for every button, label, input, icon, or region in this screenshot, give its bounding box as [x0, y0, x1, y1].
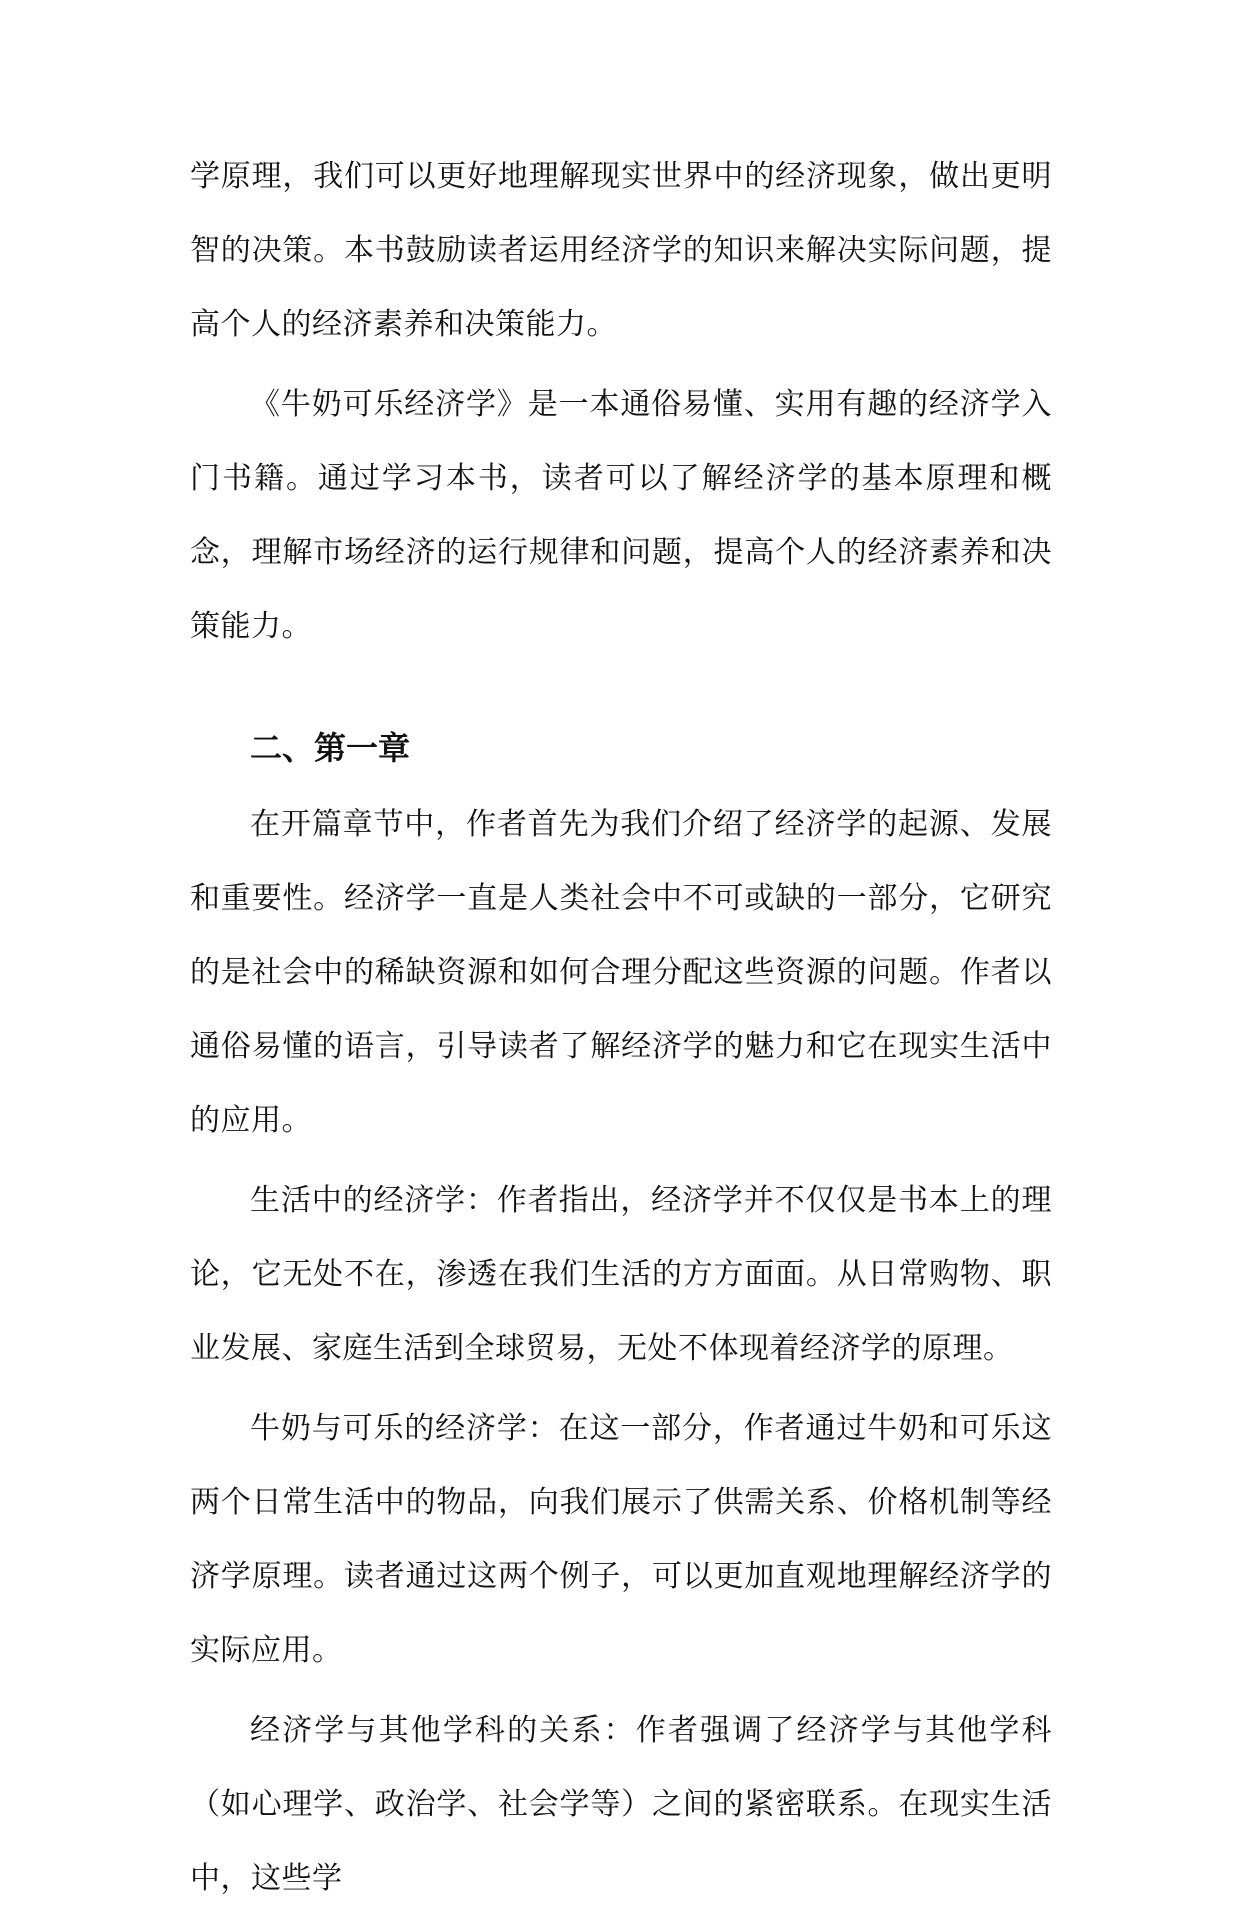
paragraph-chapter-intro: 在开篇章节中，作者首先为我们介绍了经济学的起源、发展和重要性。经济学一直是人类社会中不可或缺的一部分，它研究的是社会中的稀缺资源和如何合理分配这些资源的问题。作者以通俗易懂的语言，引导读者了解经济学的魅力和它在现实生活中的应用。	[190, 807, 1052, 1138]
paragraph-other-disciplines: 经济学与其他学科的关系：作者强调了经济学与其他学科（如心理学、政治学、社会学等）之间的紧密联系。在现实生活中，这些学	[190, 1713, 1052, 1896]
document-body	[190, 140, 1052, 1922]
paragraph-book-summary: 《牛奶可乐经济学》是一本通俗易懂、实用有趣的经济学入门书籍。通过学习本书，读者可以了解经济学的基本原理和概念，理解市场经济的运行规律和问题，提高个人的经济素养和决策能力。	[190, 387, 1052, 644]
section-heading: 二、第一章	[250, 729, 411, 767]
paragraph-continuation: 学原理，我们可以更好地理解现实世界中的经济现象，做出更明智的决策。本书鼓励读者运用经济学的知识来解决实际问题，提高个人的经济素养和决策能力。	[190, 159, 1052, 342]
paragraph-milk-and-cola: 牛奶与可乐的经济学：在这一部分，作者通过牛奶和可乐这两个日常生活中的物品，向我们展示了供需关系、价格机制等经济学原理。读者通过这两个例子，可以更加直观地理解经济学的实际应用。	[190, 1411, 1052, 1668]
paragraph-economics-in-life: 生活中的经济学：作者指出，经济学并不仅仅是书本上的理论，它无处不在，渗透在我们生活的方方面面。从日常购物、职业发展、家庭生活到全球贸易，无处不体现着经济学的原理。	[190, 1183, 1052, 1366]
